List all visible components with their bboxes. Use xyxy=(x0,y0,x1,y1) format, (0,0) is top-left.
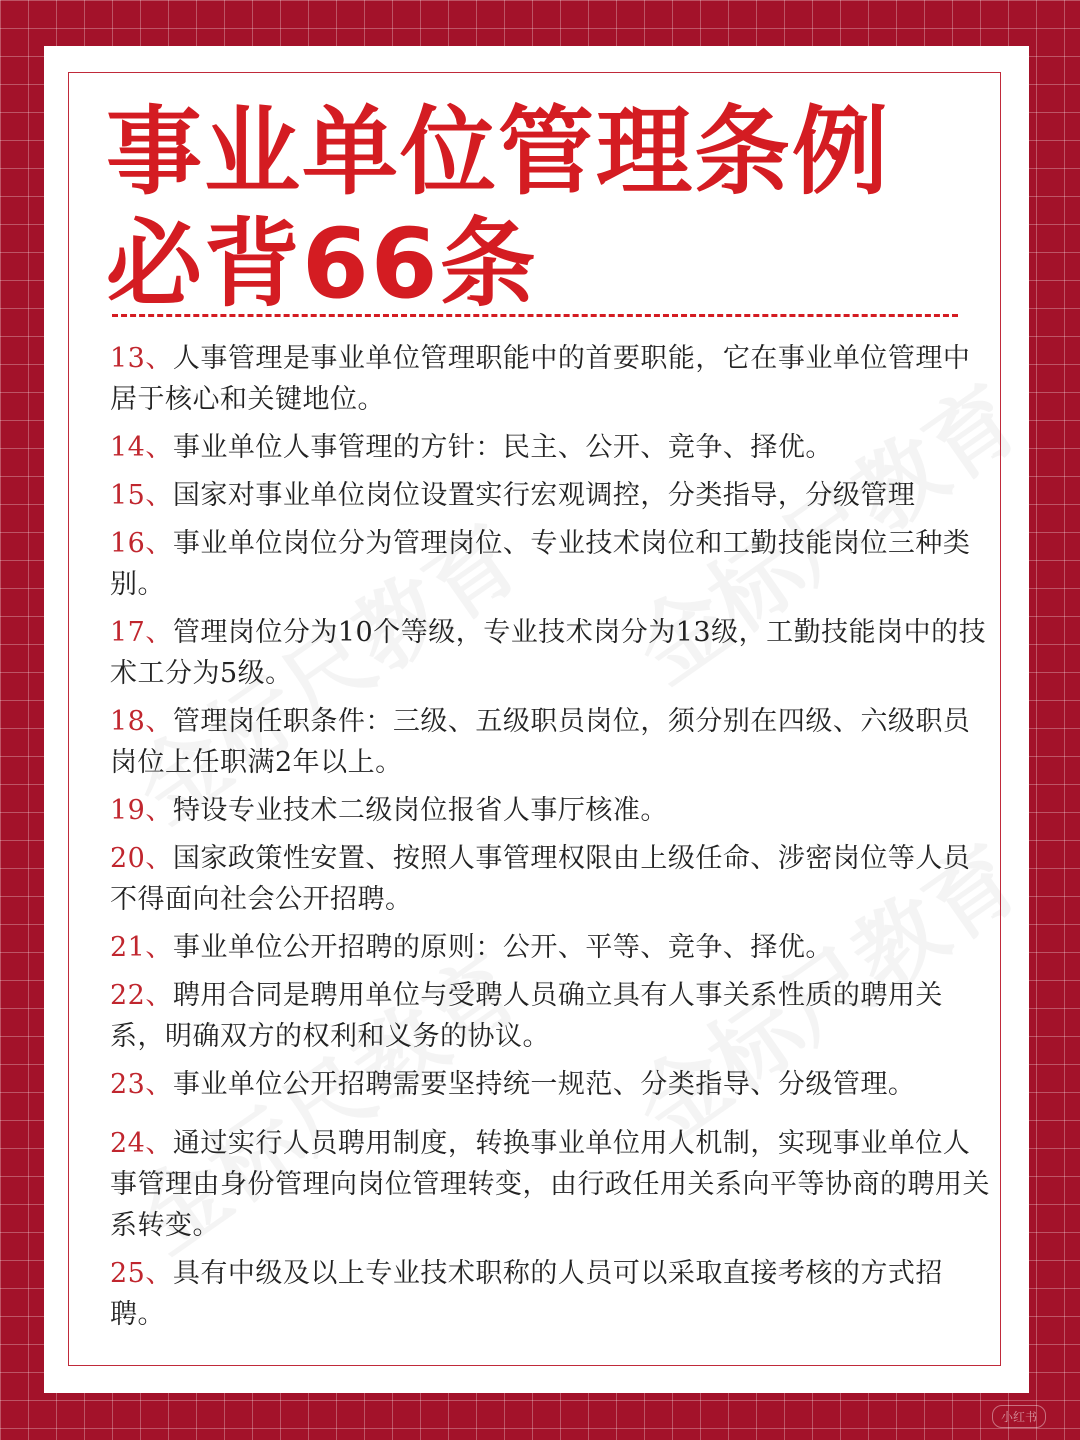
list-item xyxy=(110,338,990,420)
list-item xyxy=(110,523,990,605)
dashed-divider xyxy=(112,314,958,317)
item-number: 21、 xyxy=(110,932,173,963)
list-item xyxy=(110,1123,990,1246)
content-card xyxy=(44,46,1029,1393)
item-number: 20、 xyxy=(110,843,173,874)
item-number: 22、 xyxy=(110,980,173,1011)
list-item xyxy=(110,612,990,694)
item-number: 24、 xyxy=(110,1128,173,1159)
item-text: 通过实行人员聘用制度，转换事业单位用人机制，实现事业单位人事管理由身份管理向岗位管理转变，由行政任用关系向平等协商的聘用关系转变。 xyxy=(110,1128,990,1241)
item-text: 具有中级及以上专业技术职称的人员可以采取直接考核的方式招聘。 xyxy=(110,1258,943,1330)
item-text: 国家对事业单位岗位设置实行宏观调控，分类指导，分级管理 xyxy=(172,480,916,511)
article-list xyxy=(110,338,990,1335)
platform-badge: 小红书 xyxy=(992,1405,1046,1428)
title-line-2: 必背66条 xyxy=(106,208,538,320)
item-text: 事业单位公开招聘的原则：公开、平等、竞争、择优。 xyxy=(172,932,833,963)
item-text: 管理岗位分为10个等级，专业技术岗分为13级，工勤技能岗中的技术工分为5级。 xyxy=(110,617,987,689)
list-item xyxy=(110,475,990,516)
list-item xyxy=(110,701,990,783)
item-text: 事业单位岗位分为管理岗位、专业技术岗位和工勤技能岗位三种类别。 xyxy=(110,528,971,600)
item-text: 国家政策性安置、按照人事管理权限由上级任命、涉密岗位等人员不得面向社会公开招聘。 xyxy=(110,843,971,915)
list-item xyxy=(110,975,990,1057)
title-line-1: 事业单位管理条例 xyxy=(106,96,890,208)
list-item xyxy=(110,1253,990,1335)
item-number: 23、 xyxy=(110,1069,173,1100)
item-number: 13、 xyxy=(110,343,173,374)
item-number: 18、 xyxy=(110,706,173,737)
item-text: 事业单位公开招聘需要坚持统一规范、分类指导、分级管理。 xyxy=(172,1069,916,1100)
item-text: 特设专业技术二级岗位报省人事厅核准。 xyxy=(172,795,668,826)
list-item xyxy=(110,1064,990,1105)
item-number: 16、 xyxy=(110,528,173,559)
item-text: 管理岗任职条件：三级、五级职员岗位，须分别在四级、六级职员岗位上任职满2年以上。 xyxy=(110,706,971,778)
list-item xyxy=(110,838,990,920)
list-item xyxy=(110,790,990,831)
item-number: 19、 xyxy=(110,795,173,826)
item-number: 15、 xyxy=(110,480,173,511)
item-text: 事业单位人事管理的方针：民主、公开、竞争、择优。 xyxy=(172,432,833,463)
item-number: 14、 xyxy=(110,432,173,463)
item-text: 聘用合同是聘用单位与受聘人员确立具有人事关系性质的聘用关系，明确双方的权利和义务的协议。 xyxy=(110,980,943,1052)
item-number: 17、 xyxy=(110,617,173,648)
item-text: 人事管理是事业单位管理职能中的首要职能，它在事业单位管理中居于核心和关键地位。 xyxy=(110,343,971,415)
list-item xyxy=(110,927,990,968)
list-item xyxy=(110,427,990,468)
page-title xyxy=(106,96,890,320)
item-number: 25、 xyxy=(110,1258,173,1289)
